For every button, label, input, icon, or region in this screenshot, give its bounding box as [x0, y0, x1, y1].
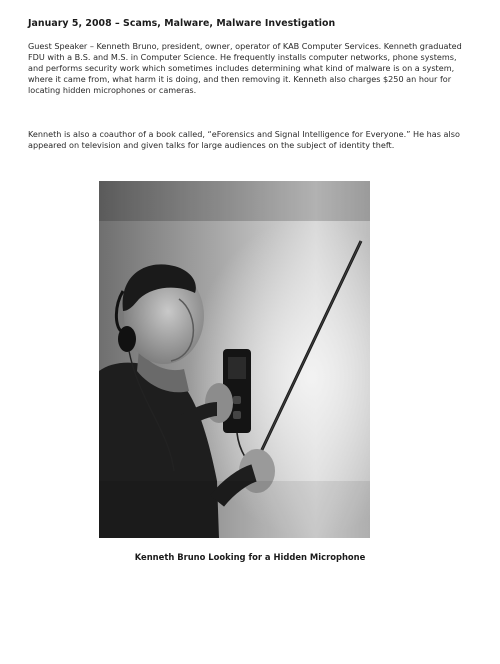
photo-caption: Kenneth Bruno Looking for a Hidden Microphone [134, 552, 366, 562]
page-heading: January 5, 2008 – Scams, Malware, Malware Investigation [28, 18, 336, 29]
paragraph-speaker-bio: Guest Speaker – Kenneth Bruno, president, owner, operator of KAB Computer Services. Kenneth graduated FDU with a B.S. and M.S. in Computer Science. He frequently installs computer networks, phone systems, and performs security work which sometimes includes determining what kind of malware is on a system, where it came from, what harm it is doing, and then removing it. Kenneth also charges $250 an hour for locating hidden microphones or cameras. [28, 41, 462, 95]
speaker-photo [99, 181, 370, 538]
paragraph-book: Kenneth is also a coauthor of a book called, “eForensics and Signal Intelligence for Everyone.” He has also appeared on television and given talks for large audiences on the subject of identity theft. [28, 129, 460, 150]
speaker-photo-illustration [99, 181, 370, 538]
